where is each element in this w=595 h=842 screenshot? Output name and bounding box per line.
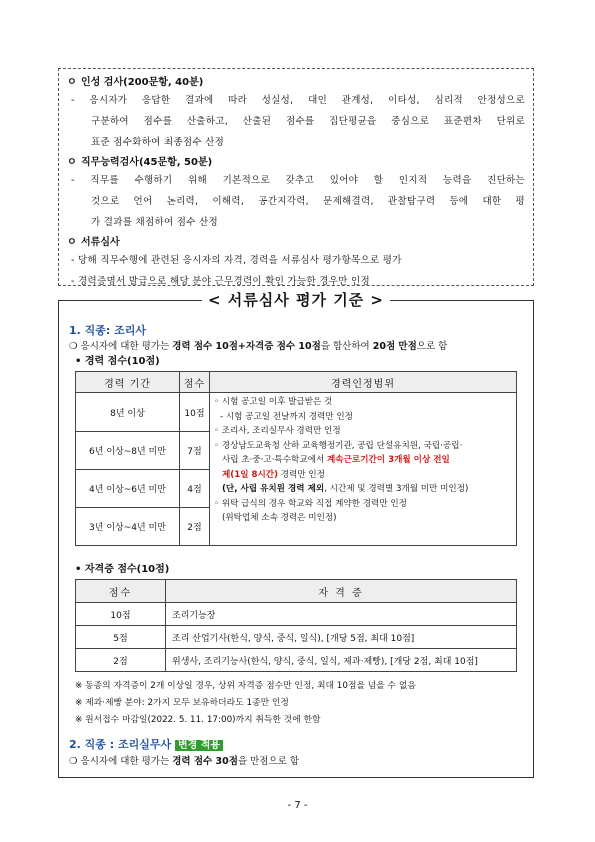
table-header: 자 격 증 [166,580,517,603]
criteria-title: < 서류심사 평가 기준 > [202,291,390,309]
job1-heading: 1. 직종: 조리사 [69,324,147,337]
text-line: - 당해 직무수행에 관련된 응시자의 자격, 경력을 서류심사 평가항목으로 평가 [71,255,402,266]
text-line: 구분하여 점수를 산출하고, 산출된 점수를 집단평균을 중심으로 표준편차 단위로 [91,116,525,127]
change-applied-badge: 변경 적용 [175,740,223,751]
job2-heading: 2. 직종 : 조리실무사 변경 적용 [69,737,525,754]
table-row: 2점 위생사, 조리기능사(한식, 양식, 중식, 일식, 제과·제빵), [개당 2점, 최대 10점] [76,649,517,672]
review-criteria-box [58,291,534,778]
exam-description-box [58,68,534,286]
table-row: 10점 조리기능장 [76,603,517,626]
job1-description: ❍ 응시자에 대한 평가는 경력 점수 10점+자격증 점수 10점을 합산하여 20점 만점으로 함 [69,341,448,352]
text-line: - 경력증명서 발급으로 해당 분야 근무경력이 확인 가능한 경우만 인정 [71,276,370,287]
section-document-review: ㅇ 서류심사 [67,237,120,248]
table-row: 3년 이상~4년 미만 2점 [76,508,517,546]
section-aptitude-test: ㅇ 직무능력검사(45문항, 50분) [67,157,213,168]
text-line: 가 결과를 채점하여 점수 산정 [91,217,219,228]
section-personality-test: ㅇ 인성 검사(200문항, 40분) [67,77,204,88]
job2-description: ❍ 응시자에 대한 평가는 경력 점수 30점을 만점으로 함 [69,756,300,767]
page-number: - 7 - [287,800,308,811]
table-header: 경력인정범위 [210,372,517,393]
cert-table [75,579,517,672]
text-line: - 응시자가 응답한 결과에 따라 성실성, 대인 관계성, 이타성, 심리적 안정성으로 [71,95,525,106]
text-line: 표준 점수화하여 최종점수 산정 [91,137,225,148]
table-row: 4년 이상~6년 미만 4점 [76,470,517,508]
career-score-title: • 경력 점수(10점) [75,356,160,367]
notes: ※ 동종의 자격증이 2개 이상일 경우, 상위 자격증 점수만 인정, 최대 10점을 넘을 수 없음 ※ 제과·제빵 분야: 2가지 모두 보유하더라도 1종만 인정 ※ 원서접수 마감일(2022. 5. 11. 17:00)까지 취득한 것에 한함 [75,681,416,725]
career-range-cell: ◦ 시험 공고일 이후 발급받은 것 - 시험 공고일 전날까지 경력만 인정 ◦ 조리사, 조리실무사 경력만 인정 ◦ 경상남도교육청 산하 교육행정기관, 공립 단설유치원, 국립·공립· 사립 초·중·고·특수학교에서 계속근로기간이 3개월 이상 전일 제(1일 8시간) 경력만 인정 (단, 사립 유치원 경력 제외, 시간제 및 경력별 3개월 미만 미인정) ◦ 위탁 급식의 경우 학교와 직접 계약한 경력만 인정 (위탁업체 소속 경력은 미인정) [210,393,517,546]
table-header: 점수 [76,580,166,603]
table-header: 점수 [180,372,210,393]
table-row: 6년 이상~8년 미만 7점 [76,432,517,470]
career-table [75,371,517,546]
text-line: 것으로 언어 논리력, 이해력, 공간지각력, 문제해결력, 관찰탐구력 등에 대한 평 [91,196,525,207]
cert-score-title: • 자격증 점수(10점) [75,564,170,575]
table-row: 5점 조리 산업기사(한식, 양식, 중식, 일식), [개당 5점, 최대 10점] [76,626,517,649]
text-line: - 직무를 수행하기 위해 기본적으로 갖추고 있어야 할 인지적 능력을 진단하는 [71,175,525,186]
table-row: 8년 이상 10점 ◦ 시험 공고일 이후 발급받은 것 - 시험 공고일 전날까지 경력만 인정 ◦ 조리사, 조리실무사 경력만 인정 ◦ 경상남도교육청 산하 교육행정기관, 공립 단설유치원, 국립·공립· 사립 초·중·고·특수학교에서 계속근로기간이 3개월 이상 전일 제(1일 8시간) 경력만 인정 (단, 사립 유치원 경력 제외, 시간제 및 경력별 3개월 미만 미인정) ◦ 위탁 급식의 경우 학교와 직접 계약한 경력만 인정 (위탁업체 소속 경력은 미인정) [76,393,517,432]
table-header: 경력 기간 [76,372,180,393]
